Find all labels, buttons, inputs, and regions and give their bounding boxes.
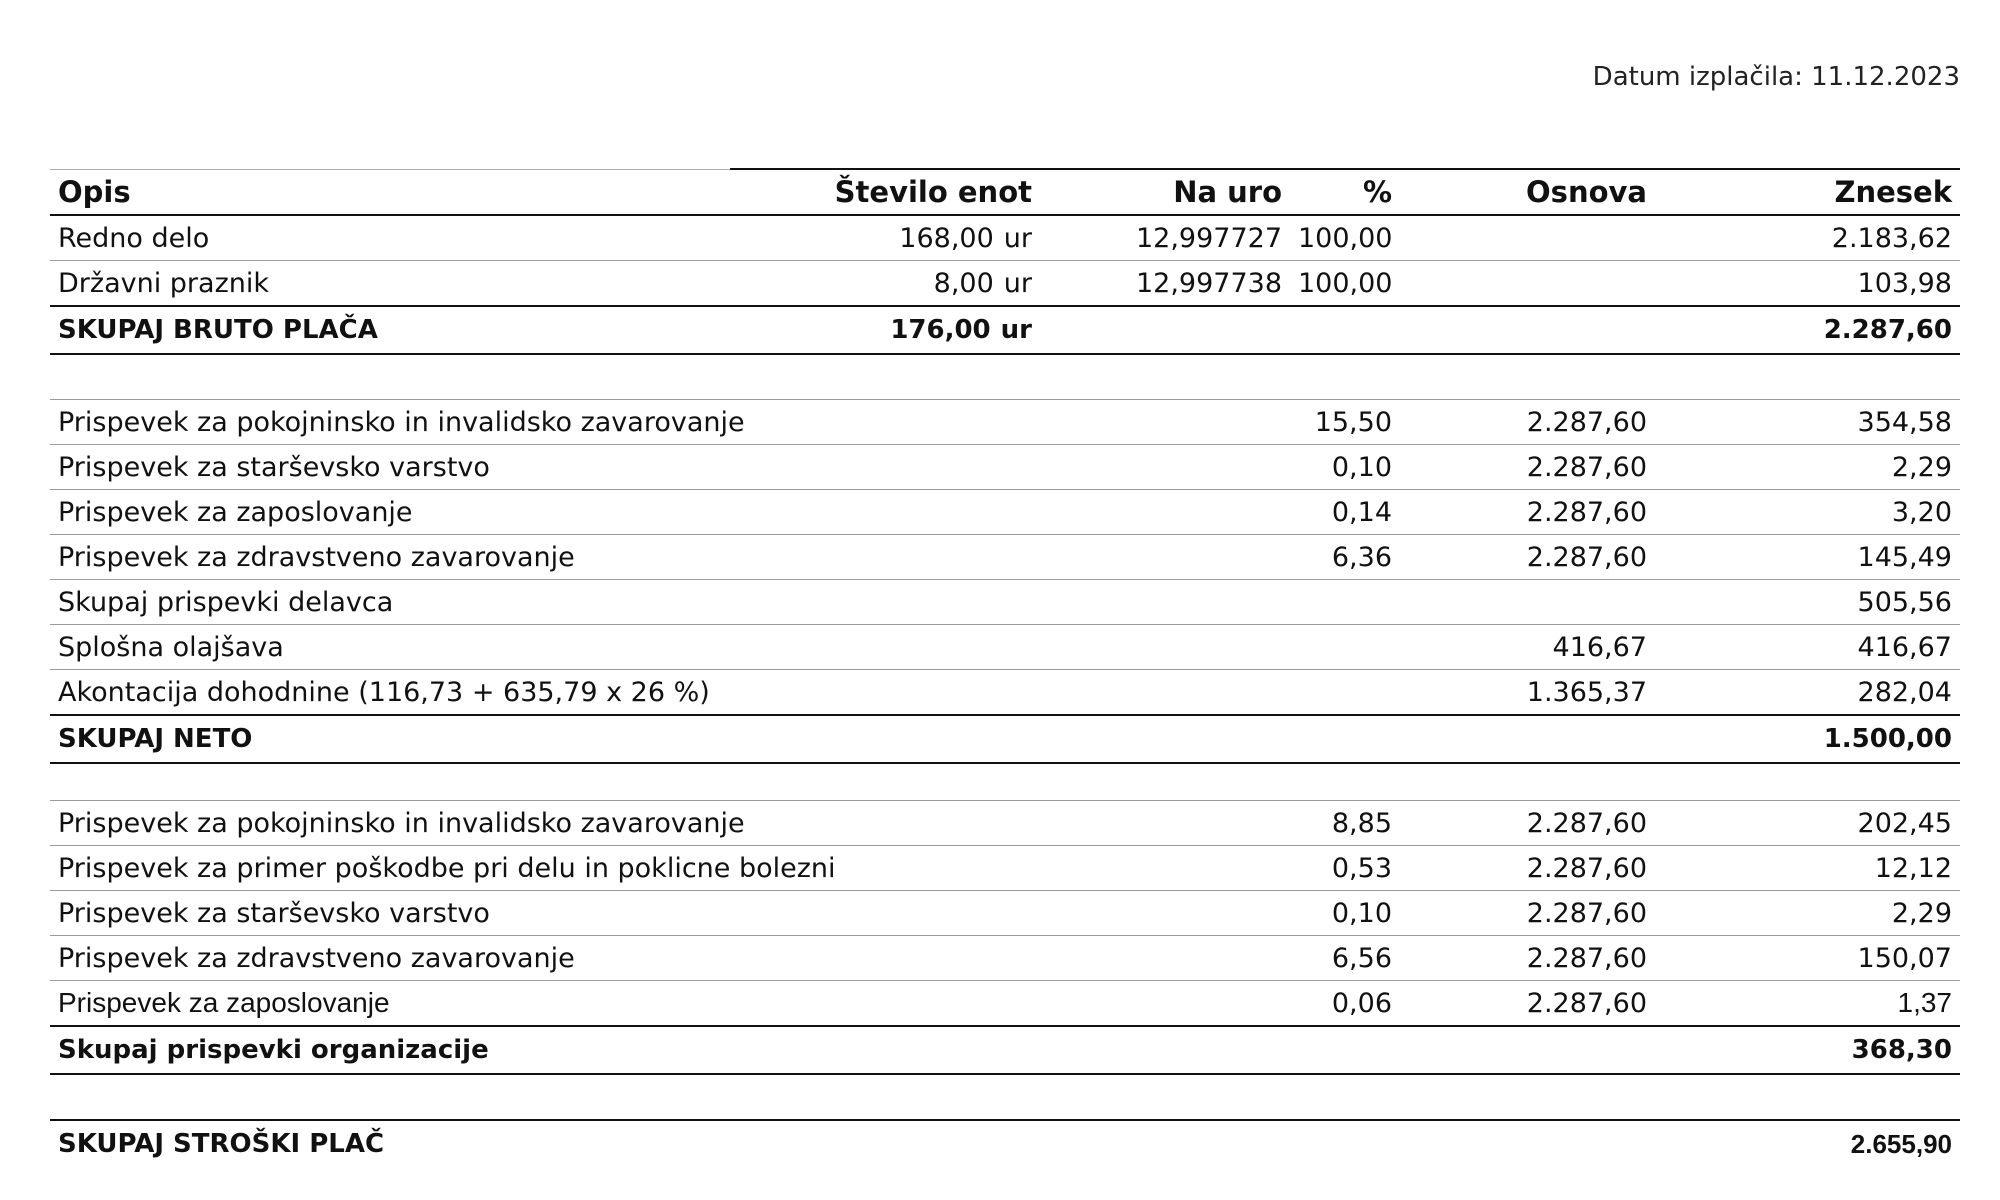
row-opis: Prispevek za pokojninsko in invalidsko zavarovanje [50, 801, 730, 846]
table-header-row [50, 169, 1960, 215]
bruto-total-znesek: 2.287,60 [1655, 306, 1960, 354]
column-header-percent: % [1290, 169, 1400, 215]
payment-date-value: 11.12.2023 [1811, 62, 1960, 92]
row-pct: 0,06 [1290, 981, 1400, 1027]
row-osnova: 1.365,37 [1400, 670, 1655, 716]
neto-total-znesek: 1.500,00 [1655, 715, 1960, 763]
row-osnova: 2.287,60 [1400, 891, 1655, 936]
row-opis: Akontacija dohodnine (116,73 + 635,79 x 26 %) [50, 670, 730, 716]
row-opis: Državni praznik [50, 261, 730, 307]
organization-total-label: Skupaj prispevki organizacije [50, 1026, 730, 1074]
neto-total-label: SKUPAJ NETO [50, 715, 730, 763]
row-opis: Skupaj prispevki delavca [50, 580, 730, 625]
table-row [50, 400, 1960, 445]
row-pct: 6,56 [1290, 936, 1400, 981]
row-znesek: 416,67 [1655, 625, 1960, 670]
row-pct: 0,10 [1290, 891, 1400, 936]
row-enote-unit: ur [1003, 222, 1032, 254]
payment-date [1593, 62, 1960, 92]
row-opis: Prispevek za zaposlovanje [50, 981, 730, 1027]
bruto-total-enote-value: 176,00 [890, 315, 991, 345]
row-znesek: 1,37 [1655, 981, 1960, 1027]
row-pct [1290, 625, 1400, 670]
row-znesek: 145,49 [1655, 535, 1960, 580]
row-osnova: 416,67 [1400, 625, 1655, 670]
row-opis: Splošna olajšava [50, 625, 730, 670]
table-row [50, 801, 1960, 846]
bruto-total-row [50, 306, 1960, 354]
row-znesek: 103,98 [1655, 261, 1960, 307]
neto-total-row [50, 715, 1960, 763]
row-osnova: 2.287,60 [1400, 801, 1655, 846]
row-opis: Redno delo [50, 215, 730, 261]
section-spacer [50, 354, 1960, 400]
table-row [50, 445, 1960, 490]
row-pct [1290, 670, 1400, 716]
row-osnova: 2.287,60 [1400, 445, 1655, 490]
section-spacer [50, 763, 1960, 801]
table-row [50, 846, 1960, 891]
bruto-total-unit: ur [1000, 315, 1032, 345]
row-opis: Prispevek za primer poškodbe pri delu in poklicne bolezni [50, 846, 730, 891]
row-osnova: 2.287,60 [1400, 981, 1655, 1027]
column-header-stevilo-enot: Število enot [730, 169, 1040, 215]
row-osnova: 2.287,60 [1400, 400, 1655, 445]
row-pct [1290, 580, 1400, 625]
table-row [50, 215, 1960, 261]
row-znesek: 150,07 [1655, 936, 1960, 981]
row-opis: Prispevek za zaposlovanje [50, 490, 730, 535]
row-na-uro: 12,997738 [1040, 261, 1290, 307]
cost-total-row [50, 1120, 1960, 1179]
bruto-total-enote [730, 306, 1040, 354]
table-row [50, 535, 1960, 580]
table-row [50, 936, 1960, 981]
payslip-table [50, 168, 1960, 1179]
organization-total-znesek: 368,30 [1655, 1026, 1960, 1074]
row-znesek: 354,58 [1655, 400, 1960, 445]
table-row [50, 261, 1960, 307]
table-row [50, 490, 1960, 535]
column-header-znesek: Znesek [1655, 169, 1960, 215]
row-enote [730, 261, 1040, 307]
table-row [50, 625, 1960, 670]
table-row [50, 580, 1960, 625]
column-header-osnova: Osnova [1400, 169, 1655, 215]
row-enote-value: 168,00 [899, 222, 994, 254]
cost-total-znesek: 2.655,90 [1655, 1120, 1960, 1179]
table-row [50, 891, 1960, 936]
row-enote [730, 215, 1040, 261]
row-osnova: 2.287,60 [1400, 535, 1655, 580]
row-opis: Prispevek za starševsko varstvo [50, 445, 730, 490]
organization-total-row [50, 1026, 1960, 1074]
row-znesek: 2,29 [1655, 891, 1960, 936]
bruto-total-label: SKUPAJ BRUTO PLAČA [50, 306, 730, 354]
row-znesek: 282,04 [1655, 670, 1960, 716]
row-pct: 8,85 [1290, 801, 1400, 846]
row-znesek: 12,12 [1655, 846, 1960, 891]
row-pct: 6,36 [1290, 535, 1400, 580]
table-row [50, 981, 1960, 1027]
row-osnova [1400, 580, 1655, 625]
row-pct: 0,53 [1290, 846, 1400, 891]
row-znesek: 3,20 [1655, 490, 1960, 535]
row-opis: Prispevek za starševsko varstvo [50, 891, 730, 936]
row-osnova: 2.287,60 [1400, 490, 1655, 535]
row-opis: Prispevek za zdravstveno zavarovanje [50, 535, 730, 580]
row-osnova [1400, 261, 1655, 307]
row-pct: 15,50 [1290, 400, 1400, 445]
row-enote-unit: ur [1003, 267, 1032, 299]
payslip-table-container [50, 168, 1960, 1179]
payment-date-label: Datum izplačila: [1592, 62, 1803, 92]
row-pct: 0,14 [1290, 490, 1400, 535]
row-osnova [1400, 215, 1655, 261]
row-znesek: 202,45 [1655, 801, 1960, 846]
column-header-opis: Opis [50, 169, 730, 215]
row-enote-value: 8,00 [933, 267, 994, 299]
section-spacer [50, 1074, 1960, 1120]
row-pct: 100,00 [1290, 215, 1400, 261]
row-osnova: 2.287,60 [1400, 846, 1655, 891]
row-pct: 0,10 [1290, 445, 1400, 490]
row-opis: Prispevek za zdravstveno zavarovanje [50, 936, 730, 981]
row-pct: 100,00 [1290, 261, 1400, 307]
column-header-na-uro: Na uro [1040, 169, 1290, 215]
cost-total-label: SKUPAJ STROŠKI PLAČ [50, 1120, 730, 1179]
table-row [50, 670, 1960, 716]
row-znesek: 2.183,62 [1655, 215, 1960, 261]
row-znesek: 2,29 [1655, 445, 1960, 490]
row-na-uro: 12,997727 [1040, 215, 1290, 261]
row-osnova: 2.287,60 [1400, 936, 1655, 981]
row-znesek: 505,56 [1655, 580, 1960, 625]
row-opis: Prispevek za pokojninsko in invalidsko zavarovanje [50, 400, 730, 445]
